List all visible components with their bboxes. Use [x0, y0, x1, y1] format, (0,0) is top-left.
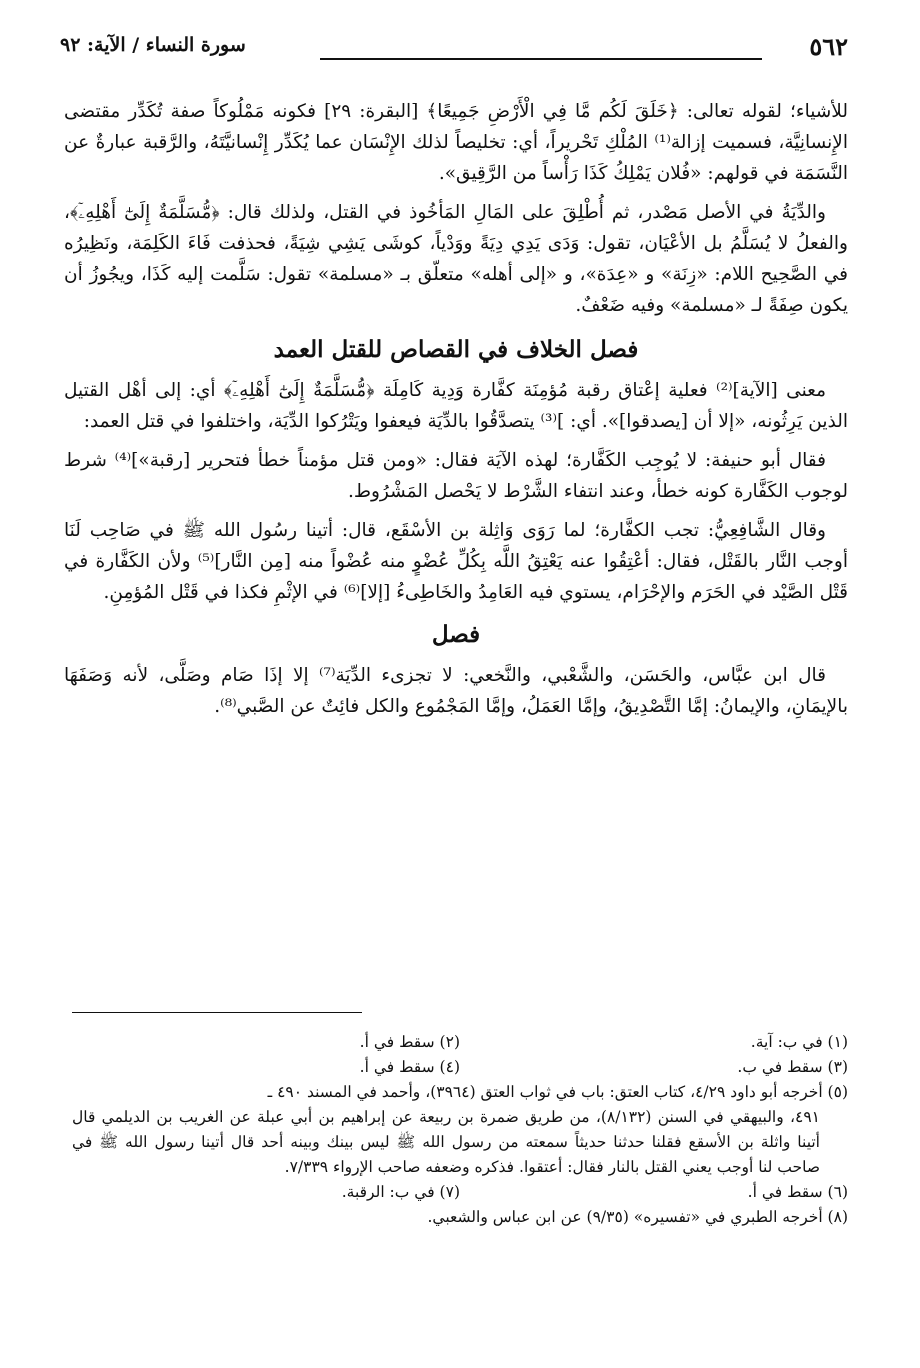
footnote-6: (٦) سقط في أ.	[747, 1183, 848, 1201]
footnote-1: (١) في ب: آية.	[750, 1033, 848, 1051]
footnote-8: (٨) أخرجه الطبري في «تفسيره» (٩/٣٥) عن ابن عباس والشعبي.	[427, 1208, 848, 1226]
paragraph: فقال أبو حنيفة: لا يُوجِب الكَفَّارة؛ لهذه الآيَة فقال: «ومن قتل مؤمناً خطأ فتحرير [رقبة»]⁽⁴⁾ شرط لوجوب الكَفَّارة كونه خطأ، وعند انتفاء الشَّرْط لا يَحْصل المَشْرُوط.	[64, 450, 848, 502]
paragraph: وقال الشَّافِعِيُّ: تجب الكفَّارة؛ لما رَوَى وَاثِلة بن الأسْقَع، قال: أتينا رسُول الله ﷺ في صَاحِب لَنَا أوجب النَّار بالقَتْل، فقال: أعْتِقُوا عنه يَعْتِقُ اللَّه بِكُلِّ عُضْوٍ منه عُضْواً منه [مِن النَّار]⁽⁵⁾ ولأن الكَفَّارة في قَتْل الصَّيْد في الحَرَم والإحْرَام، يستوي فيه العَامِدُ والخَاطِىءُ [إلا]⁽⁶⁾ في الإثْمِ فكذا في قَتْل المُؤمِنِ.	[64, 520, 848, 603]
footnote-row	[72, 1030, 848, 1055]
footnote-separator	[72, 1012, 362, 1013]
running-header	[60, 30, 848, 70]
footnote-7: (٧) في ب: الرقبة.	[341, 1183, 460, 1201]
footnote-row	[72, 1180, 848, 1205]
footnote-4: (٤) سقط في أ.	[359, 1058, 460, 1076]
footnote-5-continued: ٤٩١، والبيهقي في السنن (٨/١٣٢)، من طريق ضمرة بن ربيعة عن إبراهيم بن أبي عبلة عن الغريب بن الديلمي قال أتينا واثلة بن الأسقع فقلنا حدثنا حديثاً سمعته من رسول الله ﷺ ليس بينك وبينه أحد قال أتينا رسول الله ﷺ في صاحب لنا أوجب يعني القتل بالنار فقال: أعتقوا. فذكره وضعفه صاحب الإرواء ٧/٣٣٩.	[72, 1108, 820, 1176]
page-number: ٥٦٢	[809, 32, 848, 61]
paragraph: قال ابن عبَّاس، والحَسَن، والشَّعْبي، والنَّخعي: لا تجزىء الدِّيَة⁽⁷⁾ إلا إذَا صَام وصَلَّى، لأنه وَصَفَهَا بالإيمَانِ، والإيمانُ: إمَّا التَّصْدِيقُ، وإمَّا العَمَلُ، وإمَّا المَجْمُوع والكل فائِتٌ عن الصَّبي⁽⁸⁾.	[64, 665, 848, 717]
footnote-3: (٣) سقط في ب.	[737, 1058, 848, 1076]
footnote-5: (٥) أخرجه أبو داود ٤/٢٩، كتاب العتق: باب في ثواب العتق (٣٩٦٤)، وأحمد في المسند ٤٩٠ ـ	[267, 1083, 848, 1101]
section-heading: فصل الخلاف في القصاص للقتل العمد	[273, 336, 639, 363]
header-rule	[320, 58, 762, 60]
paragraph: معنى [الآية]⁽²⁾ فعلية إعْتاق رقبة مُؤمِنَة كفَّارة وَدِية كَامِلَة ﴿مُّسَلَّمَةٌ إِلَىٰٓ أَهْلِهِۦٓ﴾ أي: إلى أهْل القتيل الذين يَرِثُونه، «إلا أن [يصدقوا]». أي: ]⁽³⁾ يتصدَّقُوا بالدِّيَة فيعفوا ويَتْرُكوا الدِّيَة، واختلفوا في قتل العمد:	[64, 380, 848, 432]
footnote-2: (٢) سقط في أ.	[359, 1033, 460, 1051]
paragraph: للأشياء؛ لقوله تعالى: ﴿خَلَقَ لَكُم مَّا فِي الْأَرْضِ جَمِيعًا﴾ [البقرة: ٢٩] فكونه مَمْلُوكاً صفة تُكَدِّر مقتضى الإِنسانِيَّة، فسميت إزالة⁽¹⁾ المُلْكِ تَحْريراً، أي: تخليصاً لذلك الإِنْسَان عما يُكَدِّر إِنْسانيَّتَهُ، والرَّقبة عبارةٌ عن النَّسَمَة في قولهم: «فُلان يَمْلِكُ كَذَا رَأْساً من الرَّقِيق».	[64, 101, 848, 184]
footnotes	[72, 1030, 848, 1230]
main-text	[64, 96, 848, 730]
paragraph: والدِّيَةُ في الأصل مَصْدر، ثم أُطْلِقَ على المَالِ المَأخُوذ في القتل، ولذلك قال: ﴿مُّسَلَّمَةٌ إِلَىٰٓ أَهْلِهِۦٓ﴾، والفعلُ لا يُسَلَّمُ بل الأعْيَان، تقول: وَدَى يَدِي دِيَةً ووَدْياً، كوشَى يَشِي شِيَةً، فحذفت فَاءَ الكَلِمَة، ونَظِيرُه في الصَّحِيح اللام: «زِنَة» و «عِدَة»، و «إلى أهله» متعلّق بـ «مسلمة» تقول: سَلَّمت إليه كَذَا، ويجُوزُ أن يكون صِفَةً لـ «مسلمة» وفيه ضَعْفٌ.	[64, 202, 848, 316]
footnote-row	[72, 1055, 848, 1080]
section-heading: فصل	[431, 621, 481, 648]
running-title: سورة النساء / الآية: ٩٢	[60, 34, 246, 56]
